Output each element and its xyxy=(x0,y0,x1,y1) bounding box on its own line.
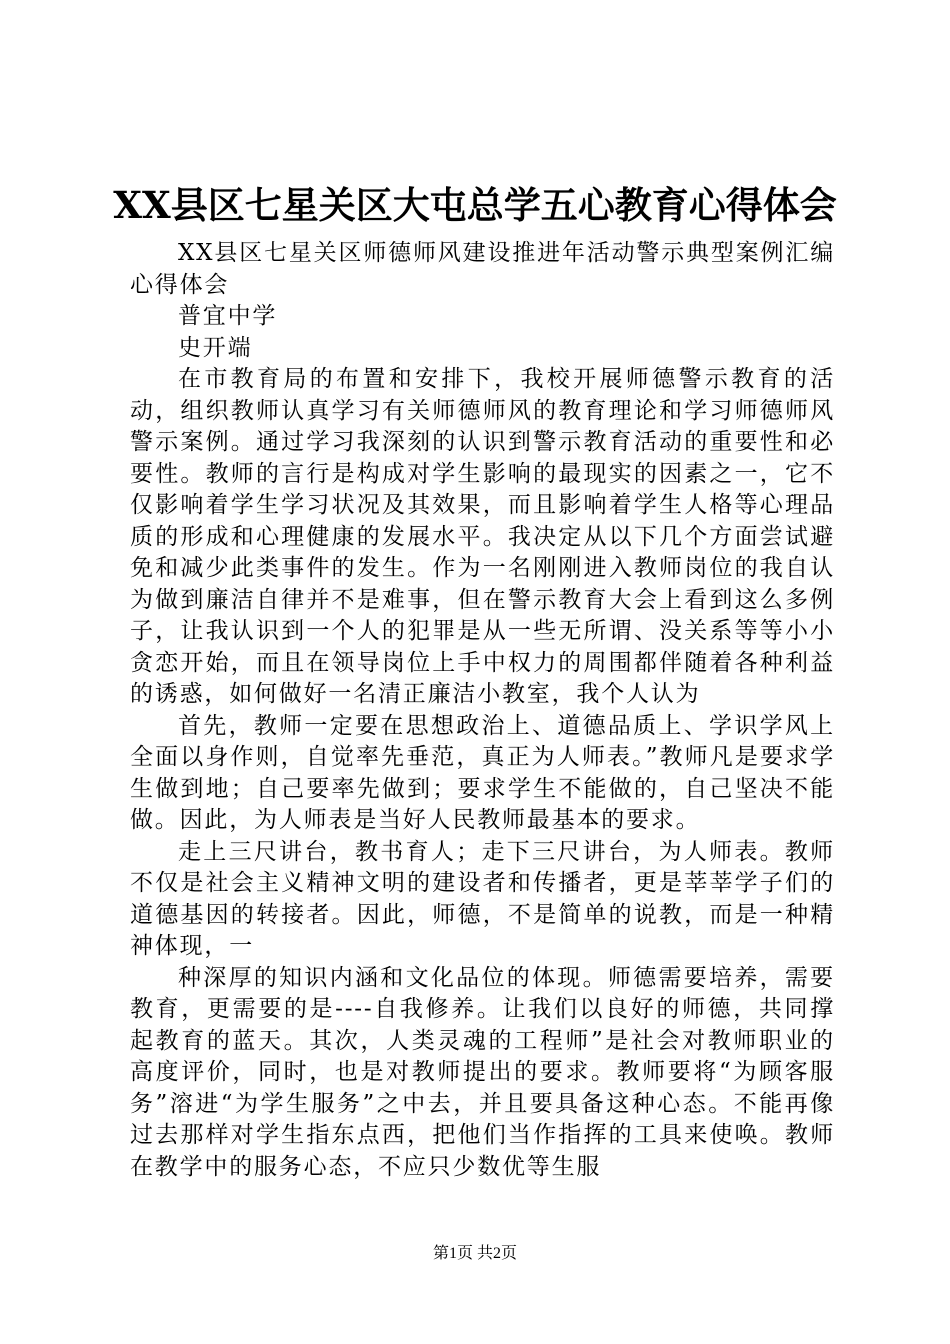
document-title: XX县区七星关区大屯总学五心教育心得体会 xyxy=(113,183,837,227)
document-body xyxy=(130,238,835,1183)
paragraph: 走上三尺讲台，教书育人；走下三尺讲台，为人师表。教师不仅是社会主义精神文明的建设者和传播者，更是莘莘学子们的道德基因的转接者。因此，师德，不是简单的说教，而是一种精神体现，一 xyxy=(130,838,835,959)
paragraph: 种深厚的知识内涵和文化品位的体现。师德需要培养，需要教育，更需要的是----自我修养。让我们以良好的师德，共同撑起教育的蓝天。其次，人类灵魂的工程师”是社会对教师职业的高度评价，同时，也是对教师提出的要求。教师要将“为顾客服务”溶进“为学生服务”之中去，并且要具备这种心态。不能再像过去那样对学生指东点西，把他们当作指挥的工具来使唤。教师在教学中的服务心态，不应只少数优等生服 xyxy=(130,964,835,1180)
paragraph: 在市教育局的布置和安排下，我校开展师德警示教育的活动，组织教师认真学习有关师德师风的教育理论和学习师德师风警示案例。通过学习我深刻的认识到警示教育活动的重要性和必要性。教师的言行是构成对学生影响的最现实的因素之一，它不仅影响着学生学习状况及其效果，而且影响着学生人格等心理品质的形成和心理健康的发展水平。我决定从以下几个方面尝试避免和减少此类事件的发生。作为一名刚刚进入教师岗位的我自认为做到廉洁自律并不是难事，但在警示教育大会上看到这么多例子，让我认识到一个人的犯罪是从一些无所谓、没关系等等小小贪恋开始，而且在领导岗位上手中权力的周围都伴随着各种利益的诱惑，如何做好一名清正廉洁小教室，我个人认为 xyxy=(130,366,835,707)
paragraph: 首先，教师一定要在思想政治上、道德品质上、学识学风上全面以身作则，自觉率先垂范，真正为人师表。”教师凡是要求学生做到地；自己要率先做到；要求学生不能做的，自己坚决不能做。因此，为人师表是当好人民教师最基本的要求。 xyxy=(130,712,835,833)
paragraph-subtitle: XX县区七星关区师德师风建设推进年活动警示典型案例汇编心得体会 xyxy=(130,240,835,298)
page-footer: 第1页 共2页 xyxy=(432,1245,517,1262)
paragraph-author: 史开端 xyxy=(178,334,253,361)
paragraph-school: 普宜中学 xyxy=(178,303,278,329)
